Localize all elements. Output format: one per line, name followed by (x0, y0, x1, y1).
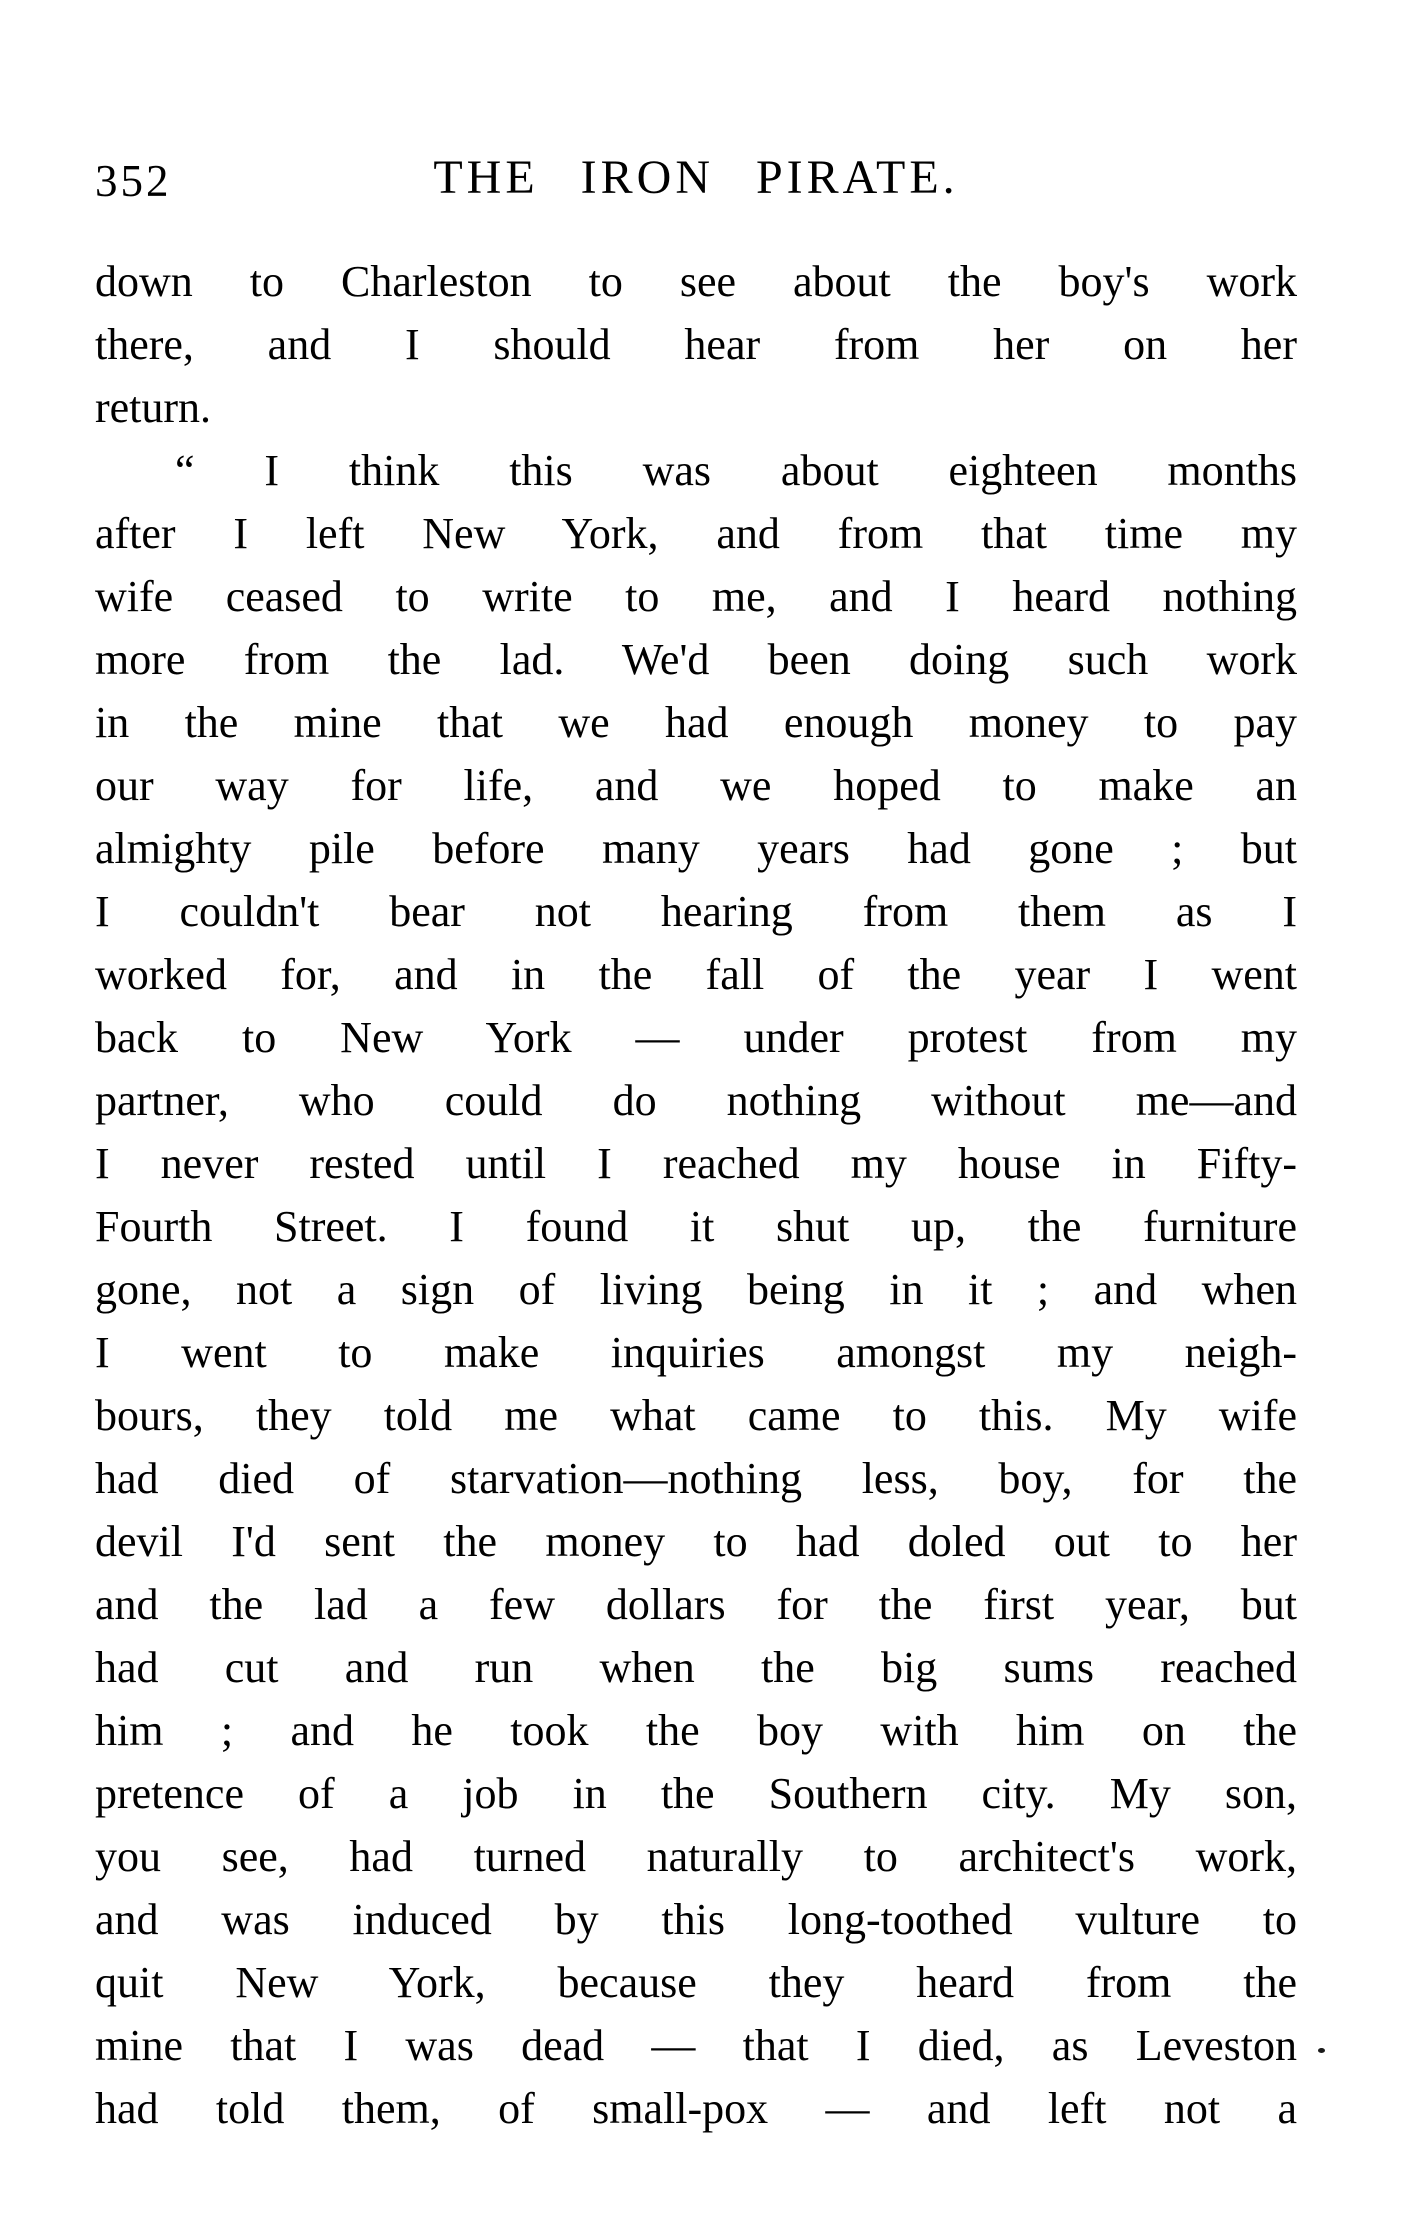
page-number: 352 (95, 156, 172, 206)
text-line: devil I'd sent the money to had doled out to her (95, 1517, 1297, 1566)
text-line: had told them, of small-pox — and left not a (95, 2084, 1297, 2133)
text-line: wife ceased to write to me, and I heard nothing (95, 572, 1297, 621)
text-line: there, and I should hear from her on her (95, 320, 1297, 369)
text-line: gone, not a sign of living being in it ; and when (95, 1265, 1297, 1314)
text-line: in the mine that we had enough money to pay (95, 698, 1297, 747)
text-line: our way for life, and we hoped to make an (95, 761, 1297, 810)
text-line: bours, they told me what came to this. My wife (95, 1391, 1297, 1440)
page-header (95, 150, 1297, 206)
text-line: back to New York — under protest from my (95, 1013, 1297, 1062)
running-title: THE IRON PIRATE. (433, 151, 959, 204)
text-line: down to Charleston to see about the boy's work (95, 257, 1297, 306)
text-line: mine that I was dead — that I died, as Leveston (95, 2021, 1297, 2070)
text-line: I never rested until I reached my house in Fifty- (95, 1139, 1297, 1188)
text-line: I couldn't bear not hearing from them as I (95, 887, 1297, 936)
text-line: I went to make inquiries amongst my neigh- (95, 1328, 1297, 1377)
text-line: almighty pile before many years had gone ; but (95, 824, 1297, 873)
print-speck (1318, 2048, 1325, 2053)
text-line: worked for, and in the fall of the year I went (95, 950, 1297, 999)
text-line: after I left New York, and from that time my (95, 509, 1297, 558)
text-line: and the lad a few dollars for the first year, but (95, 1580, 1297, 1629)
text-line: and was induced by this long-toothed vulture to (95, 1895, 1297, 1944)
text-line: had cut and run when the big sums reached (95, 1643, 1297, 1692)
text-line: you see, had turned naturally to architect's work, (95, 1832, 1297, 1881)
text-line: “ I think this was about eighteen months (175, 446, 1297, 495)
body-text (95, 250, 1297, 2140)
text-line: him ; and he took the boy with him on the (95, 1706, 1297, 1755)
text-line: quit New York, because they heard from the (95, 1958, 1297, 2007)
text-line: pretence of a job in the Southern city. My son, (95, 1769, 1297, 1818)
text-line: had died of starvation—nothing less, boy, for the (95, 1454, 1297, 1503)
text-line: return. (95, 383, 212, 432)
text-line: partner, who could do nothing without me—and (95, 1076, 1297, 1125)
text-line: Fourth Street. I found it shut up, the furniture (95, 1202, 1297, 1251)
text-line: more from the lad. We'd been doing such work (95, 635, 1297, 684)
